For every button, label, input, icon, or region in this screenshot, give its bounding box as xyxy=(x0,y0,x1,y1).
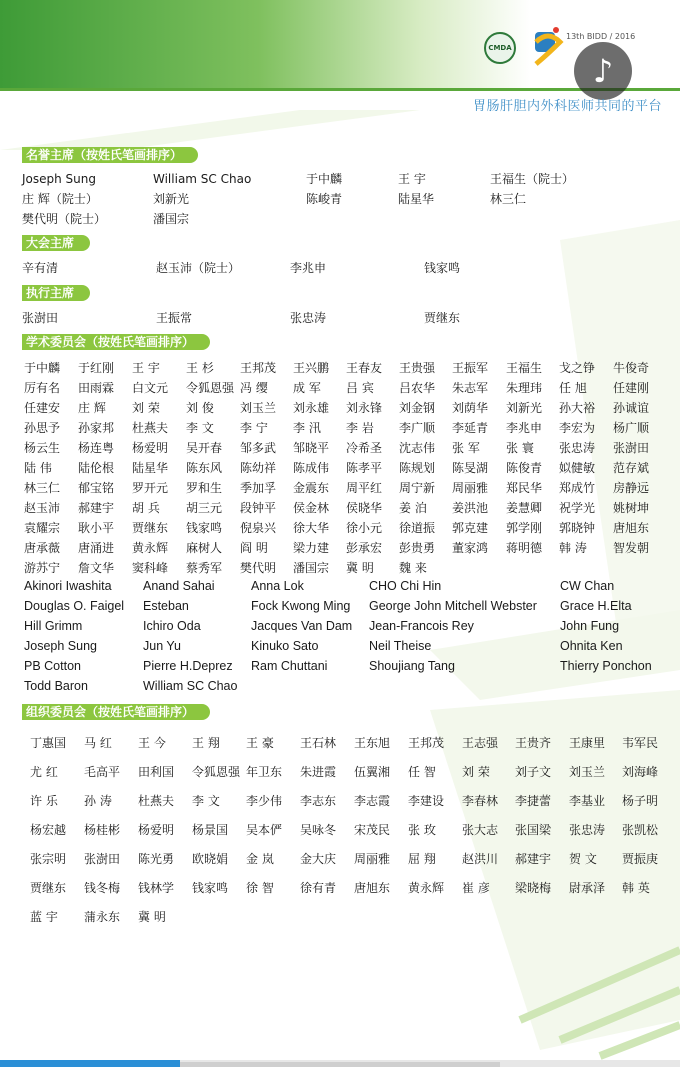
slogan: 胃肠肝胆内外科医师共同的平台 xyxy=(472,99,662,114)
organizing-member-name: 金大庆 xyxy=(300,852,337,866)
academic-member-name: 张忠涛 xyxy=(559,441,596,455)
academic-member-name: 姜洪池 xyxy=(452,501,489,515)
academic-member-name: 刘永锋 xyxy=(346,401,383,415)
organizing-member-name: 贾振庚 xyxy=(622,852,659,866)
academic-member-name: 李 文 xyxy=(186,421,214,435)
academic-intl-member-name: CW Chan xyxy=(560,579,615,593)
academic-member-name: 徐大华 xyxy=(293,521,330,535)
academic-member-name: 刘玉兰 xyxy=(240,401,277,415)
academic-member-name: 陈俊青 xyxy=(506,461,543,475)
academic-member-name: 祝学光 xyxy=(559,501,596,515)
organizing-member-name: 王 翔 xyxy=(192,736,220,750)
academic-member-name: 段钟平 xyxy=(240,501,277,515)
organizing-member-name: 王 豪 xyxy=(246,736,274,750)
academic-intl-member-name: George John Mitchell Webster xyxy=(369,599,537,613)
academic-member-name: 王 宇 xyxy=(132,361,160,375)
organizing-member-name: 杨景国 xyxy=(192,823,229,837)
academic-member-name: 侯晓华 xyxy=(346,501,383,515)
organizing-member-name: 吴咏冬 xyxy=(300,823,337,837)
academic-member-name: 朱理玮 xyxy=(506,381,543,395)
academic-intl-member-name: Douglas O. Faigel xyxy=(24,599,125,613)
organizing-member-name: 金 岚 xyxy=(246,852,274,866)
academic-member-name: 张 寰 xyxy=(506,441,534,455)
academic-intl-member-name: Neil Theise xyxy=(369,639,432,653)
bidd-logo-text: 13th BIDD / 2016 xyxy=(566,32,636,41)
academic-member-name: 彭承宏 xyxy=(346,541,383,555)
organizing-member-name: 张宗明 xyxy=(30,852,67,866)
academic-member-name: 罗和生 xyxy=(186,481,223,495)
organizing-member-name: 尤 红 xyxy=(30,765,58,779)
academic-member-name: 田雨霖 xyxy=(78,381,115,395)
academic-intl-member-name: Grace H.Elta xyxy=(560,599,632,613)
academic-member-name: 沈志伟 xyxy=(399,441,436,455)
honorary-name: 陆星华 xyxy=(398,192,435,206)
organizing-member-name: 王东旭 xyxy=(354,736,391,750)
academic-intl-member-name: Jacques Van Dam xyxy=(251,619,353,633)
organizing-member-name: 丁惠国 xyxy=(30,736,67,750)
academic-member-name: 王春友 xyxy=(346,361,383,375)
academic-member-name: 胡 兵 xyxy=(132,501,160,515)
academic-member-name: 张澍田 xyxy=(613,441,650,455)
academic-member-name: 陆星华 xyxy=(132,461,169,475)
academic-member-name: 李 宁 xyxy=(240,421,268,435)
organizing-member-name: 李志霞 xyxy=(354,794,391,808)
organizing-member-name: 杨桂彬 xyxy=(84,823,121,837)
academic-member-name: 于中麟 xyxy=(24,361,61,375)
academic-member-name: 冯 缨 xyxy=(240,381,268,395)
organizing-member-name: 王志强 xyxy=(462,736,499,750)
academic-member-name: 蒋明德 xyxy=(506,541,543,555)
cmda-logo: CMDA xyxy=(484,32,516,64)
academic-member-name: 王福生 xyxy=(506,361,543,375)
organizing-member-name: 年卫东 xyxy=(246,765,283,779)
academic-member-name: 唐旭东 xyxy=(613,521,650,535)
academic-member-name: 刘新光 xyxy=(506,401,543,415)
organizing-member-name: 欧晓娟 xyxy=(192,852,229,866)
academic-member-name: 姜慧卿 xyxy=(506,501,543,515)
academic-intl-member-name: Esteban xyxy=(143,599,189,613)
organizing-member-name: 田利国 xyxy=(138,765,175,779)
academic-member-name: 刘金钢 xyxy=(399,401,436,415)
academic-member-name: 房静远 xyxy=(613,481,650,495)
academic-member-name: 李兆申 xyxy=(506,421,543,435)
organizing-member-name: 伍翼湘 xyxy=(354,765,391,779)
academic-member-name: 孙大裕 xyxy=(559,401,596,415)
academic-member-name: 戈之铮 xyxy=(559,361,596,375)
academic-intl-member-name: CHO Chi Hin xyxy=(369,579,442,593)
organizing-member-name: 张 玫 xyxy=(408,823,436,837)
academic-member-name: 郭学刚 xyxy=(506,521,543,535)
organizing-member-name: 黄永辉 xyxy=(408,881,445,895)
organizing-member-name: 王康里 xyxy=(569,736,606,750)
academic-member-name: 周宁新 xyxy=(399,481,436,495)
academic-member-name: 徐道振 xyxy=(399,521,436,535)
academic-member-name: 郁宝铭 xyxy=(78,481,115,495)
organizing-member-name: 朱进霞 xyxy=(300,765,337,779)
organizing-member-name: 马 红 xyxy=(84,736,112,750)
academic-member-name: 林三仁 xyxy=(24,481,61,495)
organizing-member-name: 梁晓梅 xyxy=(515,881,552,895)
academic-member-name: 陈孝平 xyxy=(346,461,383,475)
executive-chair-name: 王振常 xyxy=(156,311,193,325)
executive-chair-name: 张澍田 xyxy=(22,311,59,325)
organizing-member-name: 许 乐 xyxy=(30,794,58,808)
academic-member-name: 王贵强 xyxy=(399,361,436,375)
academic-intl-member-name: Anna Lok xyxy=(251,579,304,593)
academic-member-name: 牛俊奇 xyxy=(613,361,650,375)
academic-member-name: 阎 明 xyxy=(240,541,268,555)
footer-bar-gray xyxy=(180,1062,500,1067)
academic-intl-member-name: Jean-Francois Rey xyxy=(369,619,474,633)
executive-chair-name: 贾继东 xyxy=(424,311,461,325)
academic-intl-member-name: Akinori Iwashita xyxy=(24,579,112,593)
honorary-name: 刘新光 xyxy=(153,192,190,206)
academic-member-name: 朱志军 xyxy=(452,381,489,395)
organizing-member-name: 王邦茂 xyxy=(408,736,445,750)
section-organizing-committee: 组织委员会（按姓氏笔画排序） xyxy=(22,704,210,720)
organizing-member-name: 王贵齐 xyxy=(515,736,552,750)
academic-member-name: 吕农华 xyxy=(399,381,436,395)
organizing-member-name: 冀 明 xyxy=(138,910,166,924)
academic-member-name: 杨连粤 xyxy=(78,441,115,455)
academic-member-name: 孙诚谊 xyxy=(613,401,650,415)
academic-intl-member-name: PB Cotton xyxy=(24,659,81,673)
organizing-member-name: 张凯松 xyxy=(622,823,659,837)
academic-member-name: 李广顺 xyxy=(399,421,436,435)
organizing-member-name: 陈光勇 xyxy=(138,852,175,866)
academic-member-name: 周平红 xyxy=(346,481,383,495)
academic-member-name: 杨广顺 xyxy=(613,421,650,435)
organizing-member-name: 杜燕夫 xyxy=(138,794,175,808)
academic-member-name: 耿小平 xyxy=(78,521,115,535)
academic-member-name: 李 汛 xyxy=(293,421,321,435)
honorary-name: William SC Chao xyxy=(153,172,252,186)
organizing-member-name: 任 智 xyxy=(408,765,436,779)
academic-member-name: 陈东风 xyxy=(186,461,223,475)
academic-intl-member-name: Thierry Ponchon xyxy=(560,659,652,673)
organizing-member-name: 张忠涛 xyxy=(569,823,606,837)
organizing-member-name: 张国梁 xyxy=(515,823,552,837)
organizing-member-name: 刘玉兰 xyxy=(569,765,606,779)
academic-intl-member-name: Pierre H.Deprez xyxy=(143,659,233,673)
organizing-member-name: 崔 彦 xyxy=(462,881,490,895)
academic-member-name: 王兴鹏 xyxy=(293,361,330,375)
academic-intl-member-name: Shoujiang Tang xyxy=(369,659,455,673)
academic-member-name: 冀 明 xyxy=(346,561,374,575)
academic-member-name: 陆伦根 xyxy=(78,461,115,475)
academic-member-name: 潘国宗 xyxy=(293,561,330,575)
organizing-member-name: 王石林 xyxy=(300,736,337,750)
academic-member-name: 金震东 xyxy=(293,481,330,495)
congress-chair-name: 辛有清 xyxy=(22,261,59,275)
congress-chair-name: 钱家鸣 xyxy=(424,261,461,275)
organizing-member-name: 周丽雅 xyxy=(354,852,391,866)
academic-member-name: 杨爱明 xyxy=(132,441,169,455)
academic-member-name: 冷希圣 xyxy=(346,441,383,455)
academic-member-name: 陈旻湖 xyxy=(452,461,489,475)
organizing-member-name: 蒲永东 xyxy=(84,910,121,924)
academic-member-name: 姒健敏 xyxy=(559,461,596,475)
academic-member-name: 王邦茂 xyxy=(240,361,277,375)
organizing-member-name: 赵洪川 xyxy=(462,852,499,866)
academic-member-name: 李宏为 xyxy=(559,421,596,435)
academic-member-name: 吴开春 xyxy=(186,441,223,455)
academic-member-name: 孙思予 xyxy=(24,421,61,435)
academic-member-name: 陈规划 xyxy=(399,461,436,475)
footer-bar-blue xyxy=(0,1060,180,1067)
section-academic-committee: 学术委员会（按姓氏笔画排序） xyxy=(22,334,210,350)
academic-member-name: 倪泉兴 xyxy=(240,521,277,535)
academic-member-name: 郑民华 xyxy=(506,481,543,495)
academic-member-name: 樊代明 xyxy=(240,561,277,575)
academic-member-name: 董家鸿 xyxy=(452,541,489,555)
organizing-member-name: 王 今 xyxy=(138,736,166,750)
organizing-member-name: 杨宏越 xyxy=(30,823,67,837)
organizing-member-name: 郝建宇 xyxy=(515,852,552,866)
honorary-name: 樊代明（院士） xyxy=(22,212,107,226)
academic-intl-member-name: Ram Chuttani xyxy=(251,659,328,673)
organizing-member-name: 韦军民 xyxy=(622,736,659,750)
academic-member-name: 唐承薇 xyxy=(24,541,61,555)
academic-member-name: 游苏宁 xyxy=(24,561,61,575)
organizing-member-name: 刘 荣 xyxy=(462,765,490,779)
academic-intl-member-name: William SC Chao xyxy=(143,679,238,693)
organizing-member-name: 李捷蕾 xyxy=(515,794,552,808)
organizing-member-name: 李志东 xyxy=(300,794,337,808)
organizing-member-name: 蓝 宇 xyxy=(30,910,58,924)
academic-member-name: 詹文华 xyxy=(78,561,115,575)
academic-member-name: 郭克建 xyxy=(452,521,489,535)
academic-member-name: 唐涌进 xyxy=(78,541,115,555)
honorary-name: 庄 辉（院士） xyxy=(22,192,98,206)
academic-member-name: 蔡秀军 xyxy=(186,561,223,575)
academic-member-name: 韩 涛 xyxy=(559,541,587,555)
academic-member-name: 杨云生 xyxy=(24,441,61,455)
organizing-member-name: 徐 智 xyxy=(246,881,274,895)
academic-member-name: 郝建宇 xyxy=(78,501,115,515)
academic-member-name: 罗开元 xyxy=(132,481,169,495)
academic-intl-member-name: Ichiro Oda xyxy=(143,619,201,633)
academic-member-name: 胡三元 xyxy=(186,501,223,515)
academic-member-name: 王 杉 xyxy=(186,361,214,375)
music-toggle-button[interactable] xyxy=(574,42,632,100)
academic-intl-member-name: Joseph Sung xyxy=(24,639,97,653)
academic-member-name: 赵玉沛 xyxy=(24,501,61,515)
academic-intl-member-name: John Fung xyxy=(560,619,620,633)
organizing-member-name: 张大志 xyxy=(462,823,499,837)
academic-member-name: 钱家鸣 xyxy=(186,521,223,535)
music-note-icon: ♪ xyxy=(592,52,614,90)
academic-intl-member-name: Fock Kwong Ming xyxy=(251,599,351,613)
academic-intl-member-name: Ohnita Ken xyxy=(560,639,623,653)
academic-member-name: 任建安 xyxy=(24,401,61,415)
organizing-member-name: 杨子明 xyxy=(622,794,659,808)
academic-member-name: 李 岩 xyxy=(346,421,374,435)
academic-member-name: 黄永辉 xyxy=(132,541,169,555)
academic-member-name: 姚树坤 xyxy=(613,501,650,515)
academic-member-name: 贾继东 xyxy=(132,521,169,535)
academic-member-name: 于红刚 xyxy=(78,361,115,375)
academic-member-name: 刘 俊 xyxy=(186,401,214,415)
organizing-member-name: 唐旭东 xyxy=(354,881,391,895)
academic-member-name: 智发朝 xyxy=(613,541,650,555)
academic-member-name: 白文元 xyxy=(132,381,169,395)
academic-member-name: 徐小元 xyxy=(346,521,383,535)
honorary-name: 王福生（院士） xyxy=(490,172,575,186)
academic-intl-member-name: Jun Yu xyxy=(143,639,182,653)
section-executive-chair: 执行主席 xyxy=(22,285,90,301)
academic-member-name: 刘 荣 xyxy=(132,401,160,415)
congress-chair-name: 李兆申 xyxy=(290,261,327,275)
academic-member-name: 侯金林 xyxy=(293,501,330,515)
academic-member-name: 麻树人 xyxy=(186,541,223,555)
honorary-name: 王 宇 xyxy=(398,172,426,186)
organizing-member-name: 令狐恩强 xyxy=(192,765,241,779)
organizing-member-name: 钱林学 xyxy=(138,881,175,895)
organizing-member-name: 韩 英 xyxy=(622,881,650,895)
academic-member-name: 陈幼祥 xyxy=(240,461,277,475)
academic-intl-member-name: Anand Sahai xyxy=(143,579,215,593)
organizing-member-name: 张澍田 xyxy=(84,852,121,866)
organizing-member-name: 宋茂民 xyxy=(354,823,391,837)
academic-member-name: 孙家邦 xyxy=(78,421,115,435)
academic-member-name: 厉有名 xyxy=(24,381,61,395)
honorary-name: 林三仁 xyxy=(490,192,527,206)
academic-intl-member-name: Kinuko Sato xyxy=(251,639,319,653)
academic-member-name: 彭贵勇 xyxy=(399,541,436,555)
academic-member-name: 成 军 xyxy=(293,381,321,395)
organizing-member-name: 李 文 xyxy=(192,794,220,808)
honorary-name: 潘国宗 xyxy=(153,212,190,226)
academic-member-name: 杜燕夫 xyxy=(132,421,169,435)
organizing-member-name: 李少伟 xyxy=(246,794,283,808)
academic-intl-member-name: Hill Grimm xyxy=(24,619,83,633)
organizing-member-name: 钱家鸣 xyxy=(192,881,229,895)
academic-member-name: 任建刚 xyxy=(613,381,650,395)
organizing-member-name: 吴本俨 xyxy=(246,823,283,837)
academic-member-name: 任 旭 xyxy=(559,381,587,395)
academic-member-name: 陆 伟 xyxy=(24,461,52,475)
academic-member-name: 周丽雅 xyxy=(452,481,489,495)
organizing-member-name: 杨爱明 xyxy=(138,823,175,837)
header-divider xyxy=(0,88,680,91)
organizing-member-name: 李基业 xyxy=(569,794,606,808)
organizing-member-name: 刘子文 xyxy=(515,765,552,779)
academic-member-name: 王振军 xyxy=(452,361,489,375)
honorary-name: Joseph Sung xyxy=(22,172,96,186)
academic-member-name: 窦科峰 xyxy=(132,561,169,575)
section-honorary-chair: 名誉主席（按姓氏笔画排序） xyxy=(22,147,198,163)
organizing-member-name: 刘海峰 xyxy=(622,765,659,779)
academic-member-name: 季加孚 xyxy=(240,481,277,495)
organizing-member-name: 屈 翔 xyxy=(408,852,436,866)
organizing-member-name: 毛高平 xyxy=(84,765,121,779)
organizing-member-name: 孙 涛 xyxy=(84,794,112,808)
academic-member-name: 令狐恩强 xyxy=(186,381,235,395)
academic-member-name: 梁力建 xyxy=(293,541,330,555)
congress-chair-name: 赵玉沛（院士） xyxy=(156,261,241,275)
honorary-name: 于中麟 xyxy=(306,172,343,186)
academic-member-name: 庄 辉 xyxy=(78,401,106,415)
organizing-member-name: 尉承泽 xyxy=(569,881,606,895)
academic-member-name: 刘永雄 xyxy=(293,401,330,415)
academic-member-name: 刘荫华 xyxy=(452,401,489,415)
organizing-member-name: 李春林 xyxy=(462,794,499,808)
academic-member-name: 魏 来 xyxy=(399,561,427,575)
organizing-member-name: 贺 文 xyxy=(569,852,597,866)
section-congress-chair: 大会主席 xyxy=(22,235,90,251)
organizing-member-name: 钱冬梅 xyxy=(84,881,121,895)
honorary-name: 陈峻青 xyxy=(306,192,343,206)
organizing-member-name: 李建设 xyxy=(408,794,445,808)
academic-member-name: 陈成伟 xyxy=(293,461,330,475)
academic-member-name: 郭晓钟 xyxy=(559,521,596,535)
academic-member-name: 吕 宾 xyxy=(346,381,374,395)
academic-member-name: 李延青 xyxy=(452,421,489,435)
academic-intl-member-name: Todd Baron xyxy=(24,679,88,693)
academic-member-name: 邹多武 xyxy=(240,441,277,455)
academic-member-name: 姜 泊 xyxy=(399,501,427,515)
bidd-logo-icon xyxy=(532,24,564,70)
academic-member-name: 范存斌 xyxy=(613,461,650,475)
academic-member-name: 张 军 xyxy=(452,441,480,455)
executive-chair-name: 张忠涛 xyxy=(290,311,327,325)
organizing-member-name: 贾继东 xyxy=(30,881,67,895)
academic-member-name: 袁耀宗 xyxy=(24,521,61,535)
academic-member-name: 邹晓平 xyxy=(293,441,330,455)
organizing-member-name: 徐有青 xyxy=(300,881,337,895)
academic-member-name: 郑成竹 xyxy=(559,481,596,495)
